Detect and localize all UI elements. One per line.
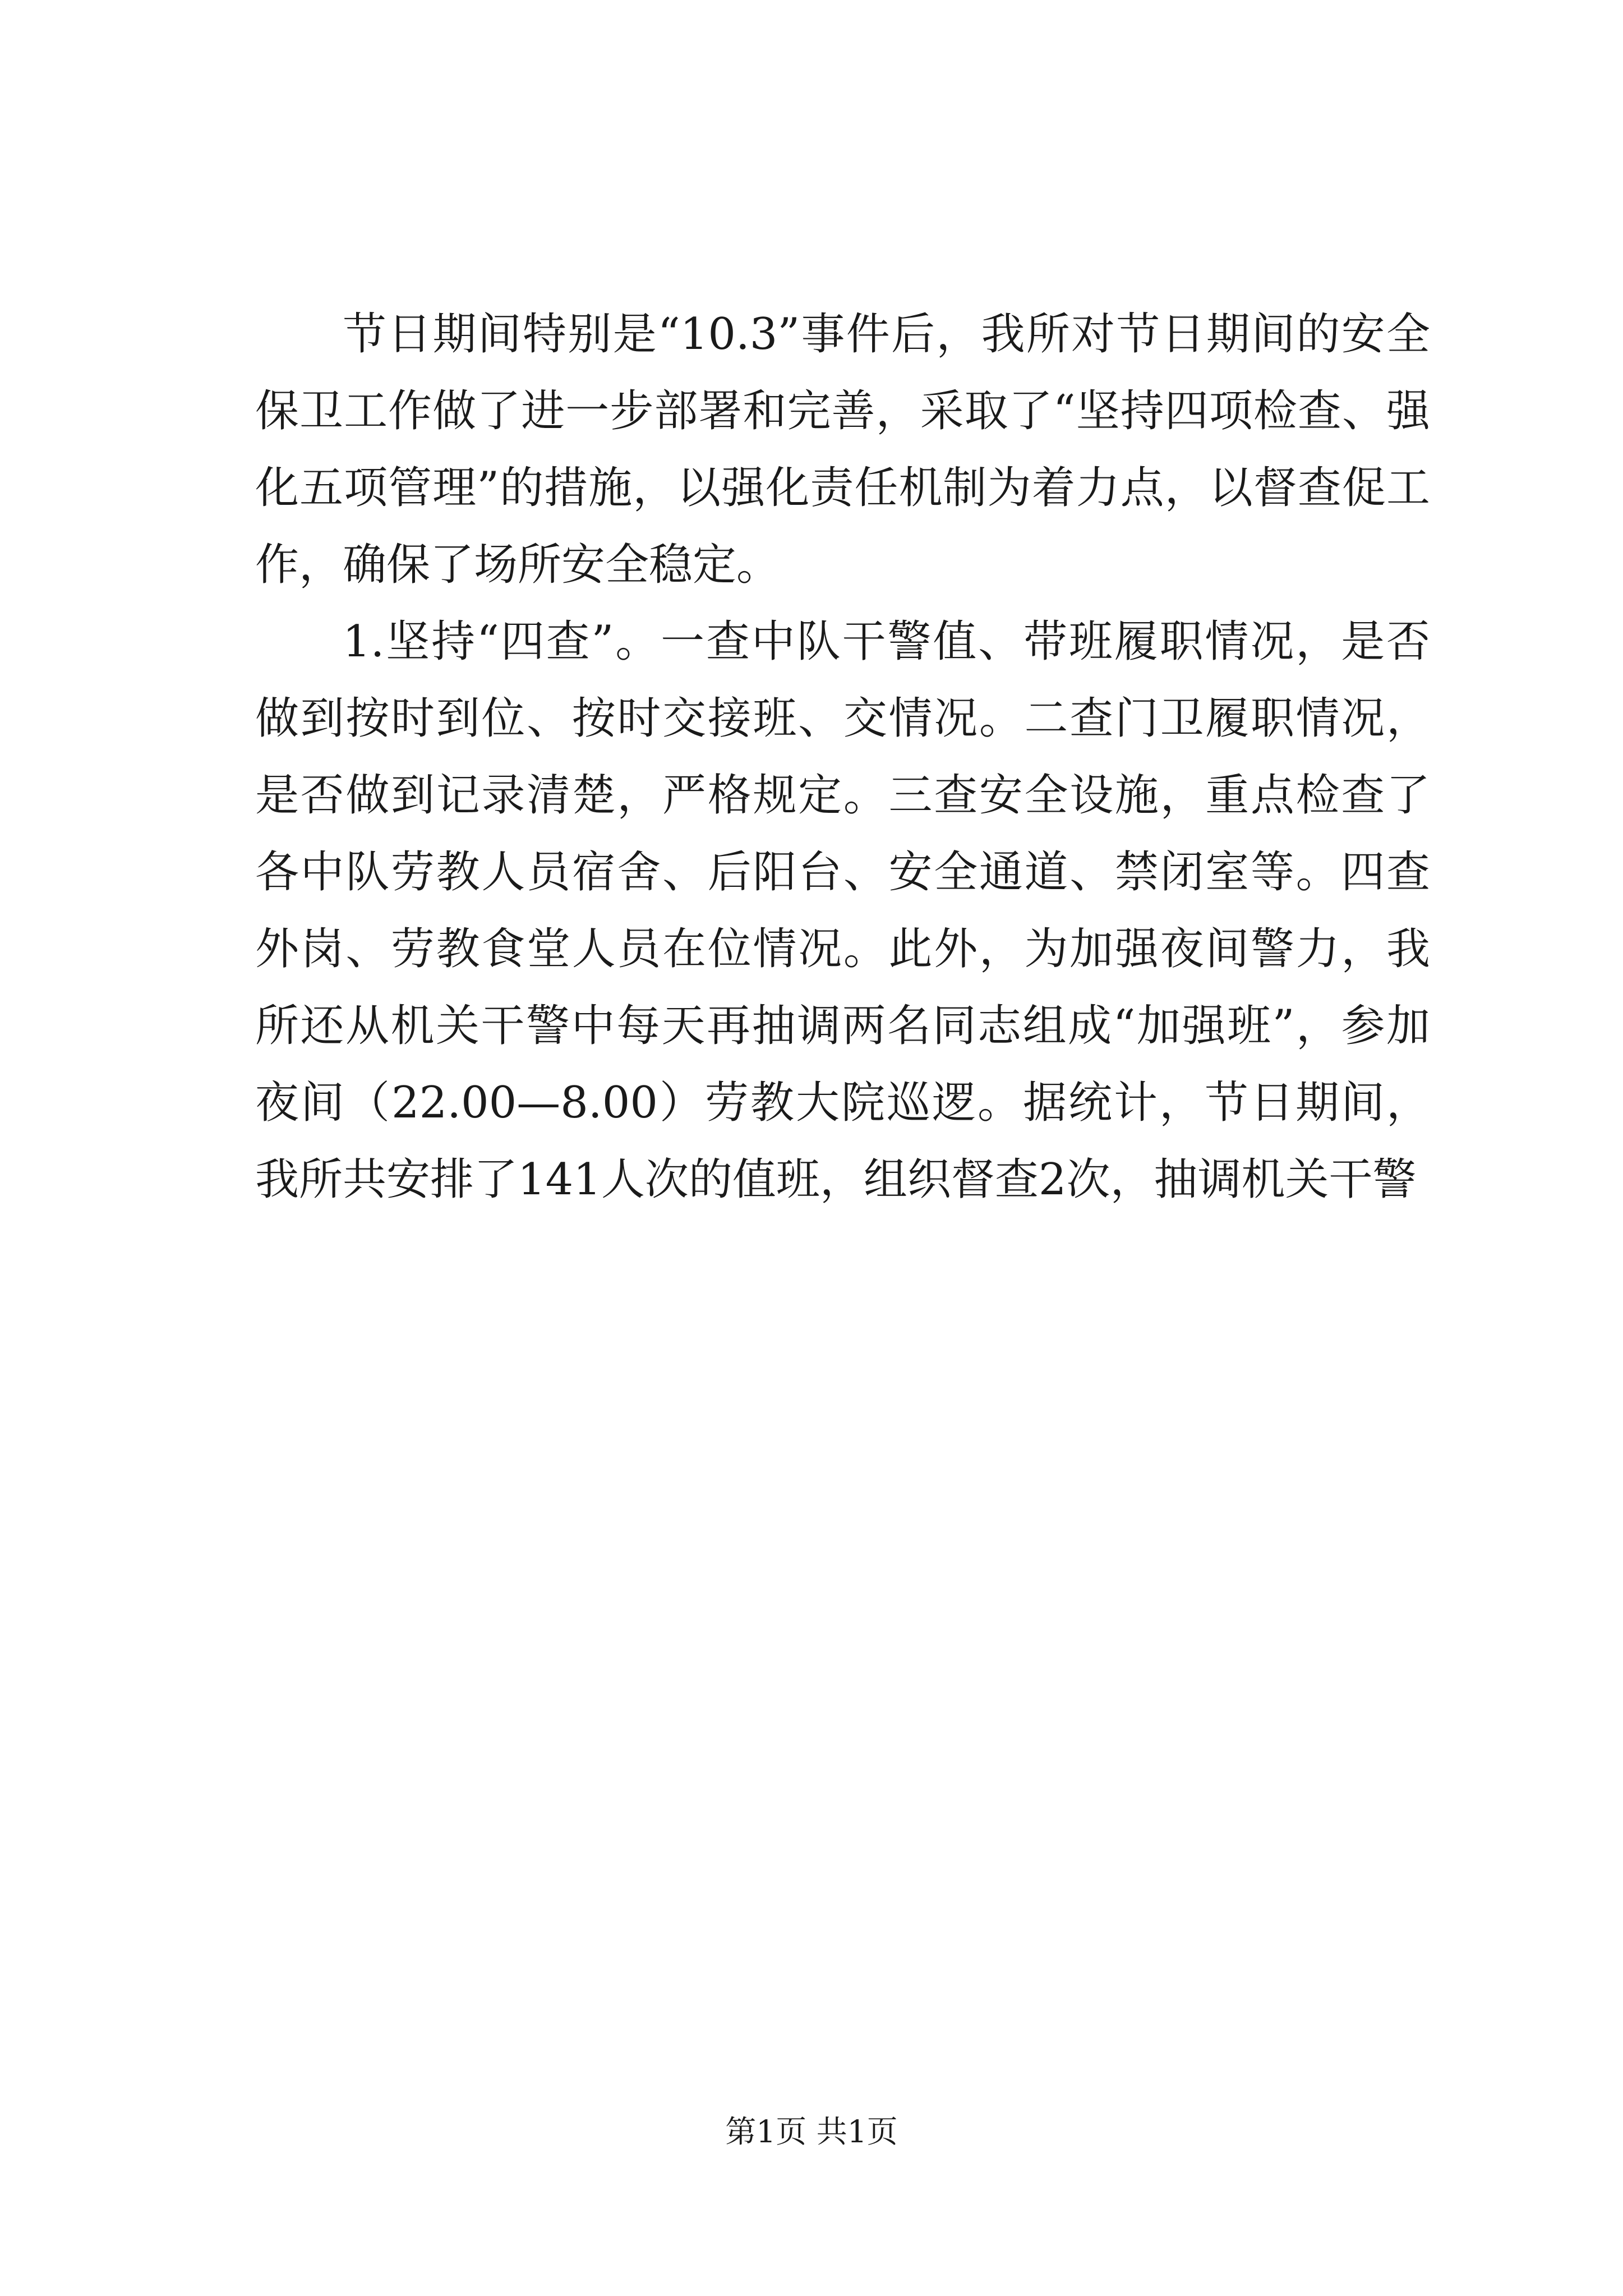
paragraph-four-checks: 1.坚持“四查”。一查中队干警值、带班履职情况，是否做到按时到位、按时交接班、交情况。二查门卫履职情况，是否做到记录清楚，严格规定。三查安全设施，重点检查了各中队劳教人员宿舍、后阳台、安全通道、禁闭室等。四查外岗、劳教食堂人员在位情况。此外，为加强夜间警力，我所还从机关干警中每天再抽调两名同志组成“加强班”，参加夜间（22.00—8.00）劳教大院巡逻。据统计，节日期间，我所共安排了141人次的值班，组织督查2次，抽调机关干警 [255, 616, 1430, 1205]
document-body [255, 296, 1430, 1218]
page-footer: 第1页 共1页 [725, 2114, 898, 2150]
paragraph-security-overview: 节日期间特别是“10.3”事件后，我所对节日期间的安全保卫工作做了进一步部署和完善，采取了“坚持四项检查、强化五项管理”的措施，以强化责任机制为着力点，以督查促工作，确保了场所安全稳定。 [255, 309, 1430, 590]
